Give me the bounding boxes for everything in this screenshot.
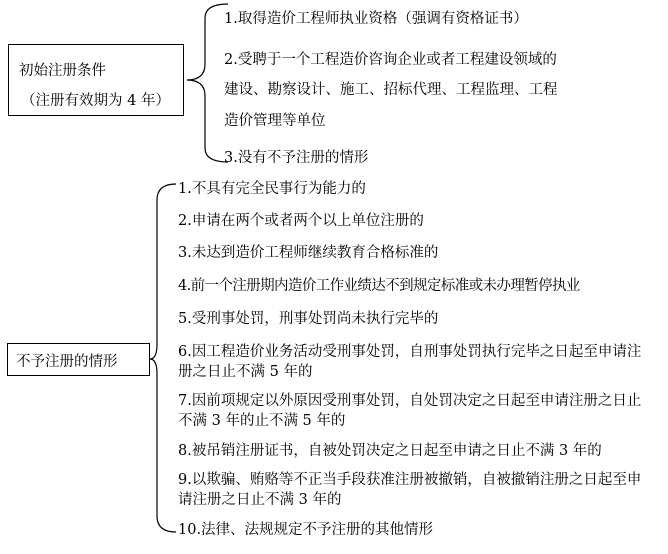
refusal-item-8: 8.被吊销注册证书，自被处罚决定之日起至申请之日止不满 3 年的 [178, 443, 602, 459]
initial-registration-title: 初始注册条件 [19, 63, 106, 79]
refusal-item-7: 7.因前项规定以外原因受刑事处罚，自处罚决定之日起至申请注册之日止不满 3 年的止不满 5 年的 [178, 393, 642, 429]
refusal-item-3: 3.未达到造价工程师继续教育合格标准的 [178, 245, 439, 261]
refusal-item-6: 6.因工程造价业务活动受刑事处罚，自刑事处罚执行完毕之日起至申请注册之日止不满 5 年的 [178, 344, 642, 380]
refusal-item-4: 4.前一个注册期内造价工作业绩达不到规定标准或未办理暂停执业 [178, 278, 580, 294]
initial-item-2-line-1: 2.受聘于一个工程造价咨询企业或者工程建设领域的 [224, 52, 557, 68]
initial-item-1: 1.取得造价工程师执业资格（强调有资格证书） [224, 11, 528, 27]
initial-registration-validity: （注册有效期为 4 年） [21, 93, 170, 109]
refusal-item-10: 10.法律、法规规定不予注册的其他情形 [178, 522, 434, 538]
refusal-item-9: 9.以欺骗、贿赂等不正当手段获准注册被撤销，自被撤销注册之日起至申请注册之日止不满 3 年的 [178, 472, 642, 508]
bottom-brace [150, 184, 176, 532]
initial-item-3: 3.没有不予注册的情形 [224, 150, 369, 166]
refusal-item-2: 2.申请在两个或者两个以上单位注册的 [178, 213, 424, 229]
refusal-title: 不予注册的情形 [16, 354, 118, 370]
initial-item-2-line-2: 建设、勘察设计、施工、招标代理、工程监理、工程 [224, 82, 558, 98]
top-brace [187, 4, 228, 162]
initial-registration-box [8, 44, 184, 116]
refusal-item-1: 1.不具有完全民事行为能力的 [178, 181, 366, 197]
initial-item-2-line-3: 造价管理等单位 [224, 113, 326, 129]
refusal-item-5: 5.受刑事处罚，刑事处罚尚未执行完毕的 [178, 311, 439, 327]
refusal-box [7, 343, 150, 376]
